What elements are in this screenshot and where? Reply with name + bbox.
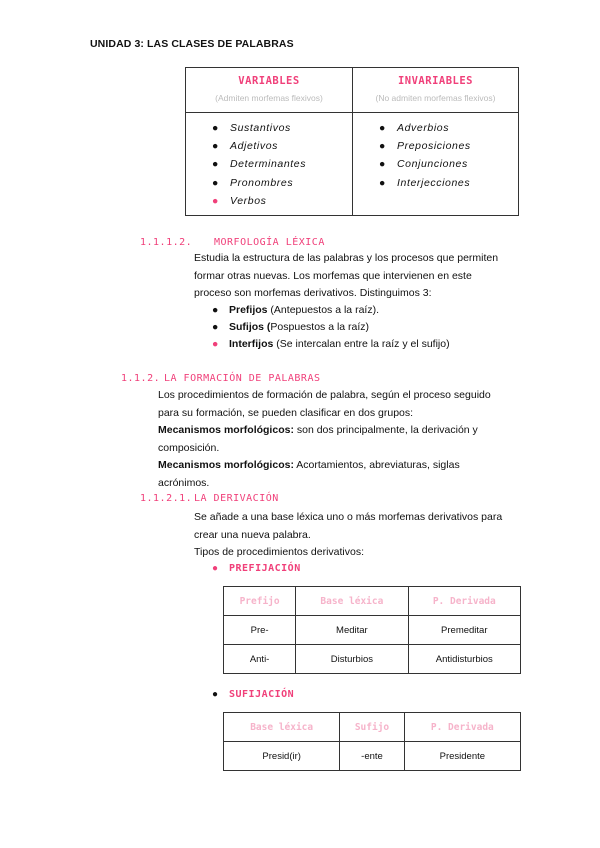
variables-subtitle: (Admiten morfemas flexivos) (215, 93, 323, 103)
list-item: ● Prefijos (Antepuestos a la raíz). (212, 304, 379, 316)
sufijacion-table (223, 712, 521, 771)
prefijacion-heading: ● PREFIJACIÓN (212, 563, 301, 574)
table-header-row: Base léxica Sufijo P. Derivada (224, 713, 521, 742)
section-number: 1.1.1.2. (140, 237, 193, 248)
bullet-icon: ● (212, 140, 219, 153)
variables-title: VARIABLES (238, 75, 300, 87)
list-item: ● Interfijos (Se intercalan entre la raíz y el sufijo) (212, 338, 450, 350)
bullet-icon: ● (212, 122, 219, 134)
table-row: Presid(ir) -ente Presidente (224, 742, 521, 771)
bullet-icon: ● (212, 563, 219, 574)
section-title: LA DERIVACIÓN (194, 493, 279, 504)
bullet-icon: ● (212, 689, 219, 700)
invariables-list (379, 119, 471, 192)
word-classes-table (185, 67, 519, 216)
table-header-row: Prefijo Base léxica P. Derivada (224, 587, 521, 616)
list-item: ● Sufijos (Pospuestos a la raíz) (212, 321, 370, 333)
invariables-title: INVARIABLES (397, 75, 474, 87)
bullet-icon: ● (212, 176, 219, 189)
bullet-icon: ● (212, 321, 219, 333)
bullet-icon: ● (379, 158, 386, 171)
list-item: ● Adverbios (379, 119, 471, 137)
bullet-icon: ● (212, 158, 219, 171)
formacion-text: Los procedimientos de formación de palabra, según el proceso seguido para su formación, se pueden clasificar en dos grupos: Mecanismos morfológicos: son dos principalmente, la derivación y composición. Mecanismos morfológicos: Acortamientos, abreviaturas, siglas acrónimos. (158, 389, 491, 489)
table-row: Anti- Disturbios Antidisturbios (224, 645, 521, 674)
bullet-icon: ● (212, 338, 219, 350)
list-item: ● Determinantes (212, 155, 306, 173)
variables-list (212, 119, 306, 210)
list-item: ● Pronombres (212, 174, 306, 192)
derivacion-text: Se añade a una base léxica uno o más morfemas derivativos para crear una nueva palabra. Tipos de procedimientos derivativos: (194, 511, 503, 559)
variables-column (186, 68, 352, 215)
list-item: ● Conjunciones (379, 155, 471, 173)
section-title: MORFOLOGÍA LÉXICA (214, 237, 325, 248)
bullet-icon: ● (212, 304, 219, 316)
bullet-icon: ● (379, 122, 386, 134)
bullet-icon: ● (379, 140, 386, 153)
list-item: ● Preposiciones (379, 137, 471, 155)
table-row: Pre- Meditar Premeditar (224, 616, 521, 645)
list-item: ● Interjecciones (379, 174, 471, 192)
list-item: ● Adjetivos (212, 137, 306, 155)
bullet-icon: ● (379, 176, 386, 189)
list-item: ● Sustantivos (212, 119, 306, 137)
sufijacion-heading: ● SUFIJACIÓN (212, 689, 295, 700)
prefijacion-table (223, 586, 521, 674)
section-number: 1.1.2.1. (140, 493, 193, 504)
table-divider (186, 112, 518, 113)
invariables-column (352, 68, 518, 215)
section-number: 1.1.2. (121, 373, 161, 384)
list-item: ● Verbos (212, 192, 306, 210)
bullet-icon: ● (212, 194, 219, 207)
invariables-subtitle: (No admiten morfemas flexivos) (375, 93, 496, 103)
morfologia-text: Estudia la estructura de las palabras y los procesos que permiten formar otras nuevas. Los morfemas que intervienen en este proceso son morfemas derivativos. Distinguimos 3: (194, 252, 499, 300)
section-title: LA FORMACIÓN DE PALABRAS (164, 373, 321, 384)
page-header: UNIDAD 3: LAS CLASES DE PALABRAS (90, 38, 294, 50)
